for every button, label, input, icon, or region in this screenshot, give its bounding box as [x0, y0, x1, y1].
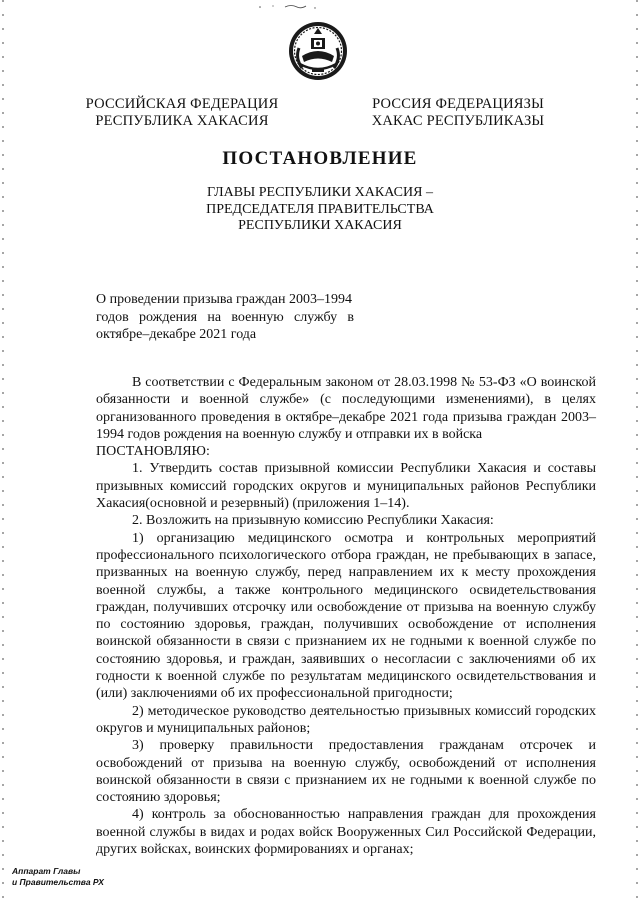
- subitem-3: 3) проверку правильности предоставления гражданам отсрочек и освобождений от призыва на военную службу, освобождений от исполнения воинской обязанности в связи с признанием их не годными к военной службе по состоянию здоровья;: [96, 738, 596, 806]
- header-left-line: РЕСПУБЛИКА ХАКАСИЯ: [95, 113, 269, 129]
- stamp-line: и Правительства РХ: [12, 877, 104, 887]
- scan-specks: [255, 2, 335, 12]
- document-type-title: ПОСТАНОВЛЕНИЕ: [222, 148, 418, 169]
- subitem-1: 1) организацию медицинского осмотра и контрольных мероприятий профессионального психологического отбора граждан, не пребывающих в запасе, призванных на военную службу, перед направлением их к месту прохождения военной службы, а также контрольного медицинского освидетельствования граждан, получивших отсрочку или освобождение от призыва на военную службу по состоянию здоровья, граждан, получивших освобождение от исполнения воинской обязанности в связи с признанием их не годными к военной службе по состоянию здоровья, и граждан, заявивших о несогласии с заключениями об их годности к военной службе по результатам медицинского освидетельствования и (или) заключениями об их профессиональной пригодности;: [96, 530, 596, 702]
- document-subject: [96, 291, 354, 344]
- subject-line: октябре–декабре 2021 года: [96, 327, 257, 342]
- subject-line: О проведении призыва граждан 2003–1994: [96, 292, 352, 307]
- item-1: 1. Утвердить состав призывной комиссии Республики Хакасия и составы призывных комиссий городских округов и муниципальных районов Республики Хакасия(основной и резервный) (приложения 1–14).: [96, 461, 596, 512]
- header-right-line: РОССИЯ ФЕДЕРАЦИЯЗЫ: [372, 96, 544, 112]
- scan-edge-left: [2, 0, 4, 905]
- subject-line: годов рождения на военную службу в: [96, 309, 354, 325]
- header-right: [362, 96, 554, 130]
- registration-stamp: [12, 866, 104, 888]
- authority-line: ГЛАВЫ РЕСПУБЛИКИ ХАКАСИЯ –: [207, 185, 433, 200]
- authority-line: ПРЕДСЕДАТЕЛЯ ПРАВИТЕЛЬСТВА: [206, 201, 434, 217]
- authority-line: РЕСПУБЛИКИ ХАКАСИЯ: [238, 218, 402, 233]
- stamp-line: Аппарат Главы: [12, 866, 81, 876]
- coat-of-arms-emblem: [287, 20, 349, 82]
- scan-edge-right: [636, 0, 638, 905]
- header-left-line: РОССИЙСКАЯ ФЕДЕРАЦИЯ: [85, 96, 279, 112]
- document-body: [96, 374, 596, 858]
- subitem-4: 4) контроль за обоснованностью направления граждан для прохождения военной службы в видах и родах войск Вооруженных Сил Российской Федерации, других войсках, воинских формированиях и органах;: [96, 807, 596, 858]
- header-right-line: ХАКАС РЕСПУБЛИКАЗЫ: [371, 113, 545, 129]
- preamble-paragraph: В соответствии с Федеральным законом от 28.03.1998 № 53-ФЗ «О воинской обязанности и военной службе» (с последующими изменениями), в целях организованного проведения в октябре–декабре 2021 года призыва граждан 2003–1994 годов рождения на военную службу и отправки их в войска: [96, 375, 596, 442]
- item-2: 2. Возложить на призывную комиссию Республики Хакасия:: [132, 513, 494, 529]
- subitem-2: 2) методическое руководство деятельностью призывных комиссий городских округов и муниципальных районов;: [96, 703, 596, 736]
- header-left: [84, 96, 280, 130]
- resolve-keyword: ПОСТАНОВЛЯЮ:: [96, 444, 210, 460]
- issuing-authority: [0, 185, 640, 235]
